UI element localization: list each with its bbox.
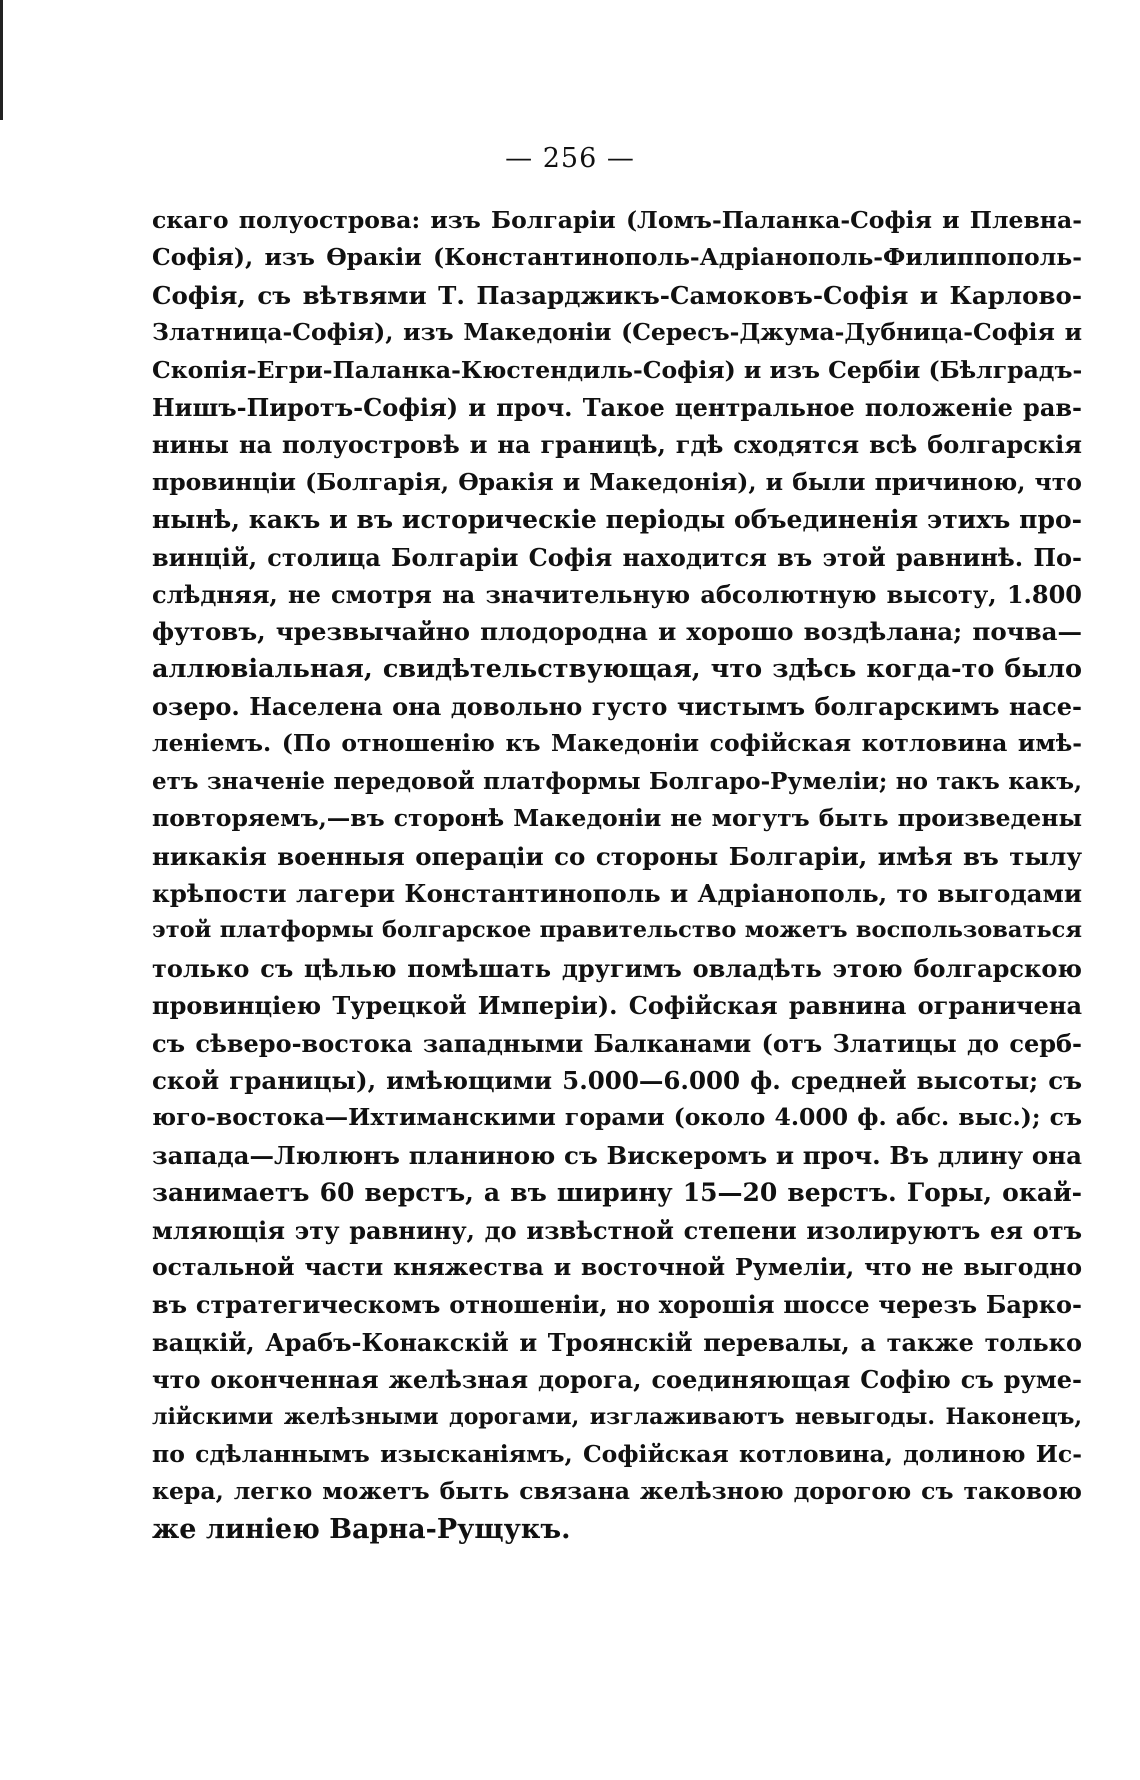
text-line: остальной части княжества и восточной Румеліи, что не выгодно [152,1252,1082,1281]
text-line: нины на полуостровѣ и на границѣ, гдѣ сходятся всѣ болгарскія [152,430,1082,460]
text-line: слѣдняя, не смотря на значительную абсолютную высоту, 1.800 [152,579,1082,609]
text-line: по сдѣланнымъ изысканіямъ, Софійская котловина, долиною Ис- [152,1439,1082,1468]
text-line: нынѣ, какъ и въ историческіе періоды объединенія этихъ про- [152,505,1082,535]
text-line: футовъ, чрезвычайно плодородна и хорошо воздѣлана; почва— [152,617,1082,647]
text-line: вацкій, Арабъ-Конакскій и Троянскій перевалы, а также только [152,1327,1082,1357]
text-line: Нишъ-Пиротъ-Софія) и проч. Такое центральное положеніе рав- [152,392,1082,422]
text-line: повторяемъ,—въ сторонѣ Македоніи не могутъ быть произведены [152,804,1082,833]
text-line: Софія), изъ Ѳракіи (Константинополь-Адріанополь-Филиппополь- [152,243,1082,272]
text-line: ской границы), имѣющими 5.000—6.000 ф. средней высоты; съ [152,1065,1082,1095]
text-line: въ стратегическомъ отношеніи, но хорошія шоссе черезъ Барко- [152,1290,1082,1320]
text-line: занимаетъ 60 верстъ, а въ ширину 15—20 верстъ. Горы, окай- [152,1178,1082,1208]
text-line: съ сѣверо-востока западными Балканами (отъ Златицы до серб- [152,1028,1082,1058]
text-line: кера, легко можетъ быть связана желѣзною дорогою съ таковою [152,1477,1082,1506]
text-line: Софія, съ вѣтвями Т. Пазарджикъ-Самоковъ-Софія и Карлово- [152,280,1082,310]
text-line: только съ цѣлью помѣшать другимъ овладѣть этою болгарскою [152,953,1082,983]
text-line: лійскими желѣзными дорогами, изглаживаютъ невыгоды. Наконецъ, [152,1403,1082,1430]
text-line: провинціи (Болгарія, Ѳракія и Македонія), и были причиною, что [152,467,1082,496]
text-line: провинціею Турецкой Имперіи). Софійская равнина ограничена [152,991,1082,1021]
text-line: крѣпости лагери Константинополь и Адріанополь, то выгодами [152,879,1082,909]
text-line: что оконченная желѣзная дорога, соединяющая Софію съ руме- [152,1365,1082,1395]
page-number: — 256 — [505,143,635,174]
text-line: никакія военныя операціи со стороны Болгаріи, имѣя въ тылу [152,841,1082,871]
text-line: леніемъ. (По отношенію къ Македоніи софійская котловина имѣ- [152,729,1082,758]
text-line: Скопія-Егри-Паланка-Кюстендиль-Софія) и изъ Сербіи (Бѣлградъ- [152,355,1083,384]
text-line: винцій, столица Болгаріи Софія находится въ этой равнинѣ. По- [152,542,1082,572]
text-line: этой платформы болгарское правительство можетъ воспользоваться [152,917,1082,944]
text-line: етъ значеніе передовой платформы Болгаро-Румеліи; но такъ какъ, [152,767,1082,795]
text-line: юго-востока—Ихтиманскими горами (около 4.000 ф. абс. выс.); съ [152,1103,1082,1132]
text-line: Златница-Софія), изъ Македоніи (Сересъ-Джума-Дубница-Софія и [152,318,1082,347]
scan-edge-mark [0,0,3,120]
text-line-last: же линіею Варна-Рущукъ. [152,1513,571,1545]
text-line: мляющія эту равнину, до извѣстной степени изолируютъ ея отъ [152,1215,1082,1245]
text-line: запада—Люлюнъ планиною съ Вискеромъ и проч. Въ длину она [152,1140,1082,1170]
text-line: озеро. Населена она довольно густо чистымъ болгарскимъ насе- [152,692,1082,722]
body-text [152,202,1082,1548]
text-line: аллювіальная, свидѣтельствующая, что здѣсь когда-то было [152,653,1082,684]
text-line: скаго полуострова: изъ Болгаріи (Ломъ-Паланка-Софія и Плевна- [152,206,1082,234]
